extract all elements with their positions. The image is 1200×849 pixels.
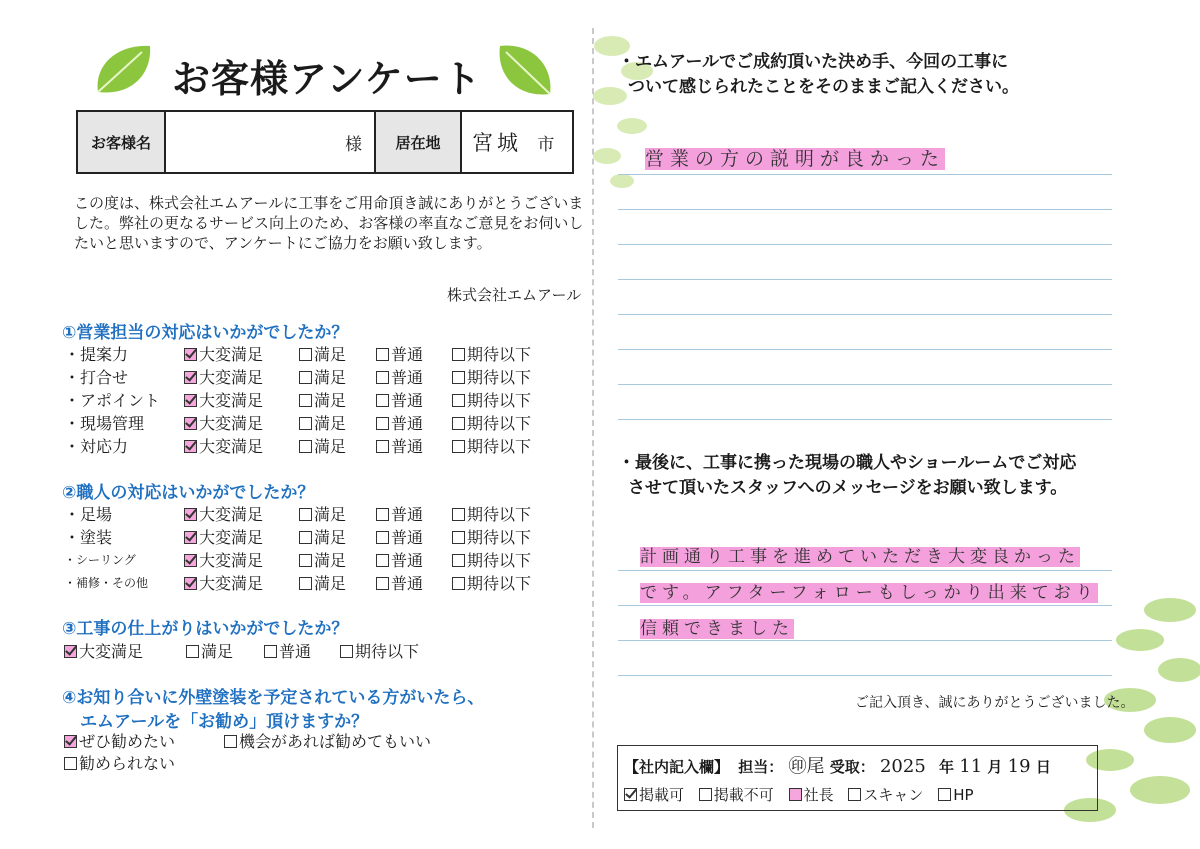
option-label: 普通: [279, 642, 312, 661]
option-label: 大変満足: [199, 505, 264, 524]
option-label: 大変満足: [199, 368, 264, 387]
checkbox[interactable]: [452, 554, 465, 567]
customer-info-table: [76, 110, 574, 174]
q1-item-label: ・対応力: [64, 437, 129, 456]
year-value: 2025: [879, 756, 926, 777]
checkbox[interactable]: [299, 508, 312, 521]
checkbox-checked[interactable]: [184, 417, 197, 430]
answer-line: [618, 349, 1112, 350]
option-label: 満足: [314, 368, 347, 387]
option-label: 満足: [314, 551, 347, 570]
option-label: 期待以下: [467, 551, 532, 570]
q1-item-label: ・打合せ: [64, 368, 129, 387]
checkbox[interactable]: [376, 348, 389, 361]
address-label: 居在地: [375, 111, 461, 173]
checkbox[interactable]: [452, 394, 465, 407]
q2-item-label: ・補修・その他: [64, 576, 149, 590]
checkbox[interactable]: [299, 554, 312, 567]
q5-answer-text: 営業の方の説明が良かった: [645, 148, 946, 170]
answer-line: [618, 675, 1112, 676]
q6-answer-line3: [640, 614, 794, 639]
checkbox-checked[interactable]: [184, 508, 197, 521]
checkbox[interactable]: [186, 645, 199, 658]
option-label: 勧められない: [79, 754, 176, 773]
answer-line: [618, 314, 1112, 315]
office-use-box: [617, 745, 1098, 811]
option-label: 満足: [314, 414, 347, 433]
option-label: 満足: [314, 505, 347, 524]
checkbox[interactable]: [299, 394, 312, 407]
option-label: 大変満足: [199, 437, 264, 456]
checkbox[interactable]: [376, 531, 389, 544]
checkbox[interactable]: [299, 417, 312, 430]
q4-title-line1: ④お知り合いに外壁塗装を予定されている方がいたら、: [62, 688, 485, 708]
company-name: 株式会社エムアール: [447, 286, 582, 304]
checkbox[interactable]: [452, 508, 465, 521]
checkbox[interactable]: [452, 531, 465, 544]
checkbox[interactable]: [299, 348, 312, 361]
checkbox-checked[interactable]: [64, 645, 77, 658]
q6-answer-text: です。アフターフォローもしっかり出来ており: [640, 583, 1098, 603]
customer-name-field: [165, 111, 375, 173]
checkbox[interactable]: [938, 788, 951, 801]
answer-line: [618, 209, 1112, 210]
option-label: 期待以下: [355, 642, 420, 661]
month-value: 11: [959, 756, 983, 777]
option-label: 期待以下: [467, 391, 532, 410]
checkbox[interactable]: [299, 531, 312, 544]
option-label: 普通: [391, 414, 424, 433]
q2-item-label: ・シーリング: [64, 553, 136, 567]
option-label: 普通: [391, 574, 424, 593]
checkbox[interactable]: [376, 577, 389, 590]
answer-line: [618, 384, 1112, 385]
answer-line: [618, 605, 1112, 606]
option-label: 大変満足: [199, 574, 264, 593]
q2-item-label: ・塗装: [64, 528, 113, 547]
option-label: 普通: [391, 551, 424, 570]
checkbox[interactable]: [376, 554, 389, 567]
checkbox[interactable]: [452, 440, 465, 453]
option-label: 期待以下: [467, 574, 532, 593]
intro-text: この度は、株式会社エムアールに工事をご用命頂き誠にありがとうございました。弊社の更なるサービス向上のため、お客様の率直なご意見をお伺いしたいと思いますので、アンケートにご協力をお願い致します。: [74, 194, 584, 252]
option-label: 満足: [314, 345, 347, 364]
option-label: 大変満足: [199, 528, 264, 547]
option-label: 満足: [314, 528, 347, 547]
option-label: 普通: [391, 437, 424, 456]
option-label: 大変満足: [199, 551, 264, 570]
checkbox[interactable]: [376, 417, 389, 430]
q1-item-label: ・現場管理: [64, 414, 145, 433]
option-label: 期待以下: [467, 368, 532, 387]
address-field: [461, 111, 573, 173]
checkbox-checked[interactable]: [184, 531, 197, 544]
answer-line: [618, 244, 1112, 245]
option-label: 掲載不可: [713, 786, 774, 804]
answer-line: [618, 419, 1112, 420]
q6-answer-text: 計画通り工事を進めていただき大変良かった: [640, 547, 1080, 567]
page-title: お客様アンケート: [172, 57, 482, 101]
customer-name-label: お客様名: [77, 111, 165, 173]
checkbox[interactable]: [452, 348, 465, 361]
checkbox-checked[interactable]: [184, 440, 197, 453]
checkbox-checked[interactable]: [184, 348, 197, 361]
checkbox[interactable]: [376, 394, 389, 407]
checkbox-checked[interactable]: [184, 394, 197, 407]
option-label: 期待以下: [467, 505, 532, 524]
option-label: 社長: [803, 786, 834, 804]
option-label: 機会があれば勧めてもいい: [239, 732, 432, 751]
option-label: 普通: [391, 368, 424, 387]
q3-title: ③工事の仕上がりはいかがでしたか？: [62, 619, 349, 639]
q6-answer-line1: [640, 542, 1080, 567]
address-suffix: 市: [537, 135, 555, 155]
answer-line: [618, 640, 1112, 641]
checkbox[interactable]: [264, 645, 277, 658]
option-label: 満足: [314, 437, 347, 456]
option-label: ぜひ勧めたい: [79, 732, 176, 751]
office-label: 【社内記入欄】: [624, 758, 730, 776]
answer-line: [618, 174, 1112, 175]
checkbox-checked[interactable]: [184, 577, 197, 590]
q2-item-label: ・足場: [64, 505, 113, 524]
q5-answer: [645, 144, 945, 171]
option-label: 大変満足: [199, 345, 264, 364]
checkbox[interactable]: [452, 371, 465, 384]
q5-question-line1: ・エムアールでご成約頂いた決め手、今回の工事に: [618, 52, 1009, 72]
option-label: 満足: [314, 574, 347, 593]
option-label: 大変満足: [199, 391, 264, 410]
option-label: 期待以下: [467, 528, 532, 547]
option-label: 普通: [391, 391, 424, 410]
checkbox[interactable]: [376, 508, 389, 521]
option-label: 期待以下: [467, 414, 532, 433]
checkbox[interactable]: [452, 417, 465, 430]
answer-line: [618, 279, 1112, 280]
option-label: HP: [953, 786, 974, 804]
q6-question-line1: ・最後に、工事に携った現場の職人やショールームでご対応: [618, 453, 1077, 473]
tanto-label: 担当：: [738, 758, 784, 776]
leaf-right-icon: [492, 40, 556, 100]
day-unit: 日: [1035, 758, 1051, 776]
tanto-value: ㊞尾: [788, 756, 825, 777]
address-value: 宮城: [472, 131, 522, 155]
q6-answer-line2: [640, 578, 1098, 603]
checkbox-checked[interactable]: [184, 371, 197, 384]
checkbox[interactable]: [224, 735, 237, 748]
option-label: 普通: [391, 505, 424, 524]
option-label: 大変満足: [199, 414, 264, 433]
thanks-text: ご記入頂き、誠にありがとうございました。: [855, 695, 1135, 711]
checkbox-checked[interactable]: [624, 788, 637, 801]
checkbox[interactable]: [848, 788, 861, 801]
month-unit: 月: [987, 758, 1003, 776]
q5-question-line2: ついて感じられたことをそのままご記入ください。: [628, 77, 1019, 97]
checkbox[interactable]: [340, 645, 353, 658]
option-label: 満足: [314, 391, 347, 410]
checkbox[interactable]: [299, 577, 312, 590]
checkbox[interactable]: [64, 757, 77, 770]
leaf-left-icon: [92, 40, 156, 100]
option-label: 掲載可: [639, 786, 685, 804]
option-label: 普通: [391, 345, 424, 364]
q1-title: ①営業担当の対応はいかがでしたか？: [62, 323, 349, 343]
office-row-1: [624, 752, 1051, 778]
checkbox-checked[interactable]: [184, 554, 197, 567]
checkbox[interactable]: [376, 440, 389, 453]
option-label: 満足: [201, 642, 234, 661]
q2-title: ②職人の対応はいかがでしたか？: [62, 483, 315, 503]
checkbox[interactable]: [789, 788, 802, 801]
customer-name-suffix: 様: [345, 134, 362, 155]
checkbox[interactable]: [376, 371, 389, 384]
option-label: 普通: [391, 528, 424, 547]
day-value: 19: [1007, 756, 1031, 777]
option-label: スキャン: [863, 786, 924, 804]
q6-answer-text: 信頼できました: [640, 619, 794, 639]
office-row-2: [624, 784, 974, 805]
checkbox[interactable]: [699, 788, 712, 801]
answer-line: [618, 570, 1112, 571]
checkbox[interactable]: [299, 440, 312, 453]
checkbox[interactable]: [452, 577, 465, 590]
option-label: 大変満足: [79, 642, 144, 661]
checkbox-checked[interactable]: [64, 735, 77, 748]
q1-item-label: ・提案力: [64, 345, 129, 364]
q1-item-label: ・アポイント: [64, 391, 161, 410]
option-label: 期待以下: [467, 345, 532, 364]
q6-question-line2: させて頂いたスタッフへのメッセージをお願い致します。: [628, 478, 1068, 498]
option-label: 期待以下: [467, 437, 532, 456]
uketori-label: 受取：: [829, 758, 875, 776]
checkbox[interactable]: [299, 371, 312, 384]
year-unit: 年: [939, 758, 955, 776]
q4-title-line2: エムアールを「お勧め」頂けますか？: [80, 712, 369, 732]
